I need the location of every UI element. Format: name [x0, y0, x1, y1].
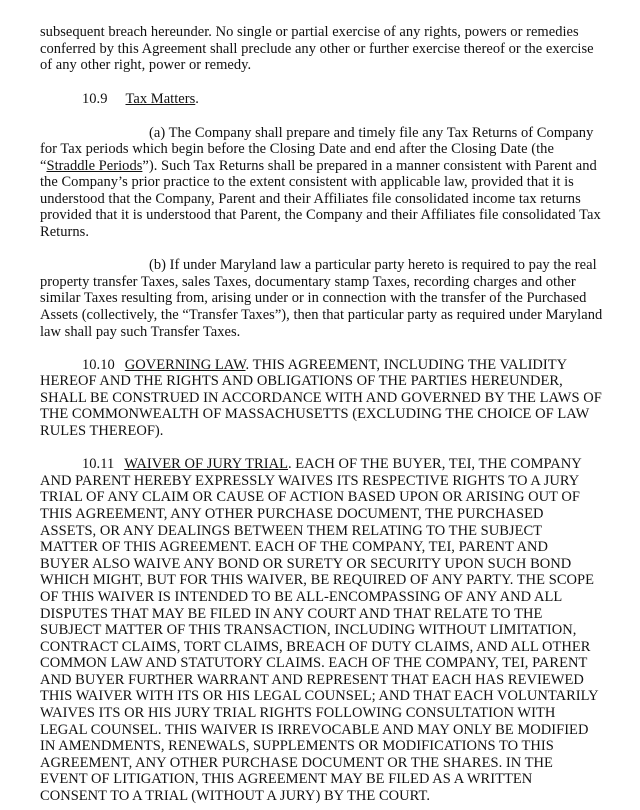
para-line: SHALL BE CONSTRUED IN ACCORDANCE WITH AND GOVERNED BY THE LAWS OF [40, 389, 602, 406]
section-title: Tax Matters [125, 91, 196, 108]
section-number: 10.11 [82, 456, 115, 473]
para-line: (b) If under Maryland law a particular party hereto is required to pay the real [149, 257, 597, 274]
para-line: EVENT OF LITIGATION, THIS AGREEMENT MAY BE FILED AS A WRITTEN [40, 771, 533, 788]
para-line: CONSENT TO A TRIAL (WITHOUT A JURY) BY THE COURT. [40, 788, 430, 804]
para-line: the Company’s prior practice to the extent consistent with applicable law, provided that it is [40, 174, 574, 191]
para-line: property transfer Taxes, sales Taxes, documentary stamp Taxes, recording charges and other [40, 273, 576, 290]
para-line: SUBJECT MATTER OF THIS TRANSACTION, INCLUDING WITHOUT LIMITATION, [40, 622, 577, 639]
para-line: WHICH MIGHT, BUT FOR THIS WAIVER, BE REQUIRED OF ANY PARTY. THE SCOPE [40, 572, 594, 589]
para-line: provided that it is understood that Parent, the Company and their Affiliates file consolidated Tax [40, 207, 601, 224]
para-line: Assets (collectively, the “Transfer Taxes”), then that particular party as required under Maryland [40, 306, 603, 323]
para-line: THE COMMONWEALTH OF MASSACHUSETTS (EXCLUDING THE CHOICE OF LAW [40, 406, 590, 423]
para-line: LEGAL COUNSEL. THIS WAIVER IS IRREVOCABLE AND MAY ONLY BE MODIFIED [40, 721, 589, 738]
para-line: ASSETS, OR ANY DEALINGS BETWEEN THEM RELATING TO THE SUBJECT [40, 522, 543, 539]
para-line: understood that the Company, Parent and their Affiliates file consolidated income tax returns [40, 190, 581, 207]
quote-open: “ [40, 157, 47, 174]
para-line: similar Taxes resulting from, arising under or in connection with the transfer of the Purchased [40, 290, 587, 307]
section-title: WAIVER OF JURY TRIAL [124, 456, 288, 473]
para-line: COMMON LAW AND STATUTORY CLAIMS. EACH OF THE COMPANY, TEI, PARENT [40, 655, 588, 672]
defined-term: Straddle Periods [46, 157, 143, 174]
section-number: 10.10 [82, 356, 115, 373]
para-text: . EACH OF THE BUYER, TEI, THE COMPANY [287, 456, 582, 473]
intro-line: of any other right, power or remedy. [40, 57, 252, 74]
para-line: TRIAL OF ANY CLAIM OR CAUSE OF ACTION BASED UPON OR ARISING OUT OF [40, 489, 581, 506]
para-line: OF THIS WAIVER IS INTENDED TO BE ALL-ENCOMPASSING OF ANY AND ALL [40, 588, 563, 605]
section-heading-10-11 [82, 456, 582, 472]
section-title-period: . [195, 91, 199, 108]
para-line: IN AMENDMENTS, RENEWALS, SUPPLEMENTS OR MODIFICATIONS TO THIS [40, 738, 554, 755]
para-line: AND PARENT HEREBY EXPRESSLY WAIVES ITS RESPECTIVE RIGHTS TO A JURY [40, 472, 580, 489]
para-text: . THIS AGREEMENT, INCLUDING THE VALIDITY [245, 356, 568, 373]
para-line: (a) The Company shall prepare and timely file any Tax Returns of Company [149, 124, 594, 141]
para-line: RULES THEREOF). [40, 423, 164, 440]
para-line: law shall pay such Transfer Taxes. [40, 323, 241, 340]
para-line: HEREOF AND THE RIGHTS AND OBLIGATIONS OF THE PARTIES HEREUNDER, [40, 373, 563, 390]
para-line: Returns. [40, 224, 89, 241]
section-heading-10-9 [82, 91, 199, 107]
para-line: BUYER ALSO WAIVE ANY BOND OR SURETY OR SECURITY UPON SUCH BOND [40, 555, 572, 572]
para-line: MATTER OF THIS AGREEMENT. EACH OF THE COMPANY, TEI, PARENT AND [40, 539, 548, 556]
para-line: CONTRACT CLAIMS, TORT CLAIMS, BREACH OF DUTY CLAIMS, AND ALL OTHER [40, 638, 591, 655]
para-line: DISPUTES THAT MAY BE FILED IN ANY COURT AND THAT RELATE TO THE [40, 605, 543, 622]
section-heading-10-10 [82, 357, 567, 373]
section-number: 10.9 [82, 91, 108, 108]
para-line: THIS WAIVER WITH ITS OR HIS LEGAL COUNSEL; AND THAT EACH VOLUNTARILY [40, 688, 599, 705]
para-line [40, 158, 597, 174]
section-title: GOVERNING LAW [124, 356, 246, 373]
para-line: AGREEMENT, ANY OTHER PURCHASE DOCUMENT OR THE SHARES. IN THE [40, 754, 553, 771]
intro-line: conferred by this Agreement shall preclude any other or further exercise thereof or the exercise [40, 40, 594, 57]
para-text: ”). Such Tax Returns shall be prepared in a manner consistent with Parent and [142, 157, 597, 174]
para-line: THIS AGREEMENT, ANY OTHER PURCHASE DOCUMENT, THE PURCHASED [40, 506, 544, 522]
para-line: for Tax periods which begin before the Closing Date and end after the Closing Date (the [40, 141, 554, 158]
para-line: AND BUYER FURTHER WARRANT AND REPRESENT THAT EACH HAS REVIEWED [40, 671, 584, 688]
intro-line: subsequent breach hereunder. No single or partial exercise of any rights, powers or remedies [40, 24, 579, 40]
para-line: WAIVES ITS OR HIS JURY TRIAL RIGHTS FOLLOWING CONSULTATION WITH [40, 705, 556, 722]
